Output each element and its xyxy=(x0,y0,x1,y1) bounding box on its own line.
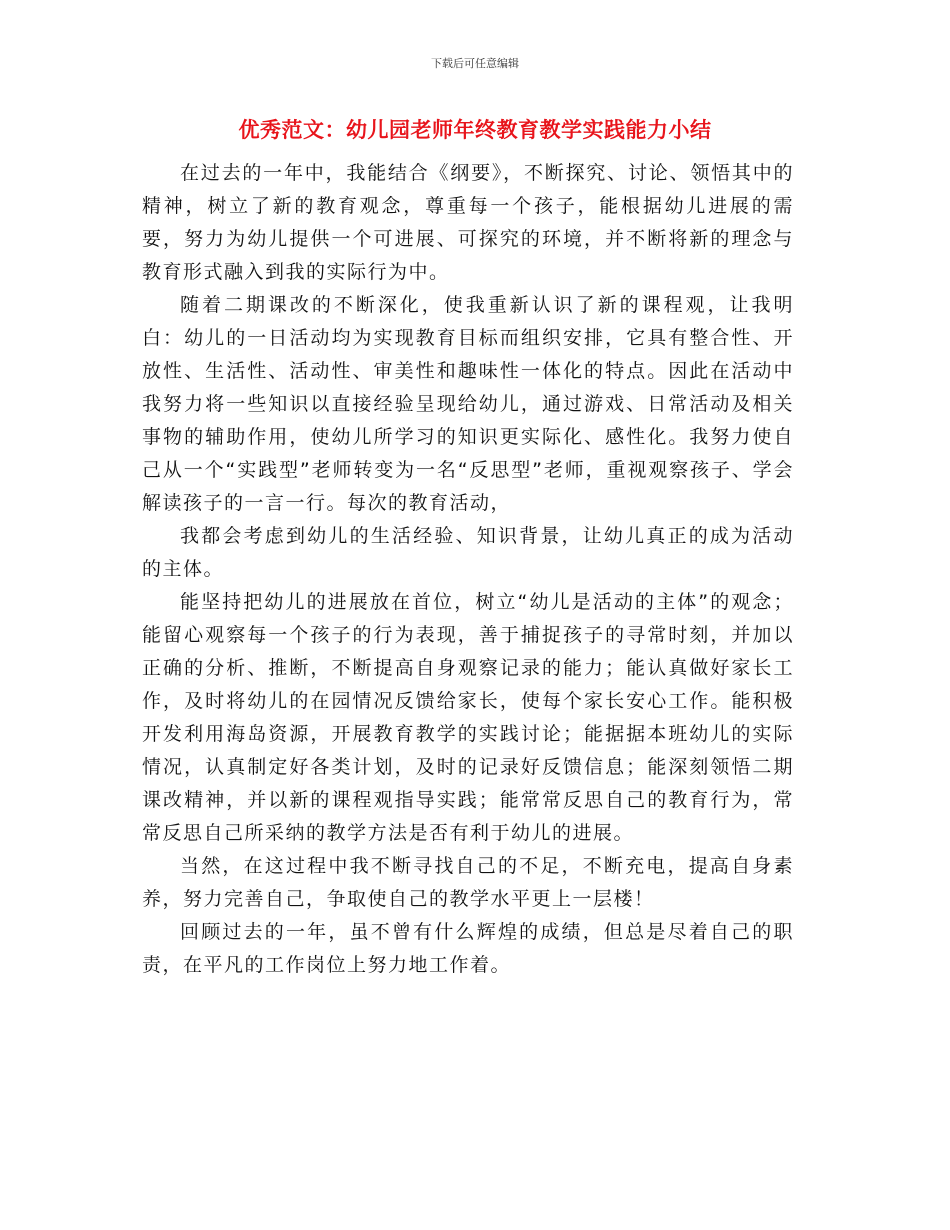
header-note: 下载后可任意编辑 xyxy=(431,57,519,70)
document-title: 优秀范文：幼儿园老师年终教育教学实践能力小结 xyxy=(238,118,712,142)
paragraph-4: 能坚持把幼儿的进展放在首位，树立“幼儿是活动的主体”的观念；能留心观察每一个孩子的行为表现，善于捕捉孩子的寻常时刻，并加以正确的分析、推断，不断提高自身观察记录的能力；能认真做好家长工作，及时将幼儿的在园情况反馈给家长，使每个家长安心工作。能积极开发利用海岛资源，开展教育教学的实践讨论；能据据本班幼儿的实际情况，认真制定好各类计划，及时的记录好反馈信息；能深刻领悟二期课改精神，并以新的课程观指导实践；能常常反思自己的教育行为，常常反思自己所采纳的教学方法是否有利于幼儿的进展。 xyxy=(142,591,794,844)
paragraph-5: 当然，在这过程中我不断寻找自己的不足，不断充电，提高自身素养，努力完善自己，争取使自己的教学水平更上一层楼！ xyxy=(142,855,794,910)
paragraph-6: 回顾过去的一年，虽不曾有什么辉煌的成绩，但总是尽着自己的职责，在平凡的工作岗位上努力地工作着。 xyxy=(142,921,794,976)
paragraph-1: 在过去的一年中，我能结合《纲要》，不断探究、讨论、领悟其中的精神，树立了新的教育观念，尊重每一个孩子，能根据幼儿进展的需要，努力为幼儿提供一个可进展、可探究的环境，并不断将新的理念与教育形式融入到我的实际行为中。 xyxy=(142,162,794,283)
paragraph-2: 随着二期课改的不断深化，使我重新认识了新的课程观，让我明白：幼儿的一日活动均为实现教育目标而组织安排，它具有整合性、开放性、生活性、活动性、审美性和趣味性一体化的特点。因此在活动中我努力将一些知识以直接经验呈现给幼儿，通过游戏、日常活动及相关事物的辅助作用，使幼儿所学习的知识更实际化、感性化。我努力使自己从一个“实践型”老师转变为一名“反思型”老师，重视观察孩子、学会解读孩子的一言一行。每次的教育活动， xyxy=(142,294,794,514)
paragraph-3: 我都会考虑到幼儿的生活经验、知识背景，让幼儿真正的成为活动的主体。 xyxy=(142,525,794,580)
document-body xyxy=(142,157,794,982)
